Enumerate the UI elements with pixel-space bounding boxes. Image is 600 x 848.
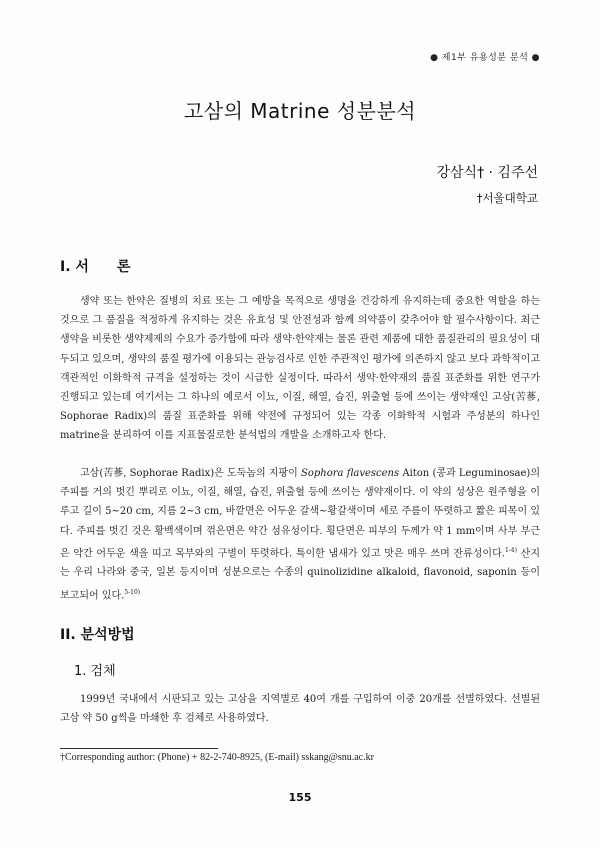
paragraph-intro-1: 생약 또는 한약은 질병의 치료 또는 그 예방을 목적으로 생명을 건강하게 유지하는데 중요한 역할을 하는 것으로 그 품질을 적정하게 유지하는 것은 유효성 및 안전성과 함께 의약품이 갖추어야 할 필수사항이다. 최근 생약을 비롯한 생약제제의 수요가 증가함에 따라 생약·한약재는 물론 관련 제품에 대한 품질관리의 필요성이 대두되고 있으며, 생약의 품질 평가에 이용되는 관능검사로 인한 주관적인 평가에 의존하지 않고 보다 과학적이고 객관적인 이화학적 규격을 설정하는 것이 시급한 실정이다. 따라서 생약·한약재의 품질 표준화를 위한 연구가 진행되고 있는데 여기서는 그 하나의 예로서 이뇨, 이질, 해열, 습진, 위출혈 등에 쓰이는 생약재인 고삼(苦蔘, Sophorae Radix)의 품질 표준화를 위해 약전에 규정되어 있는 각종 이화학적 시험과 주성분의 하나인 matrine을 분리하여 이를 지표물질로한 분석법의 개발을 소개하고자 한다. xyxy=(60,296,540,442)
paragraph-intro-2 xyxy=(60,464,540,605)
running-header: ● 제1부 유용성분 분석 ● xyxy=(430,53,540,63)
citation-superscript: 5-10) xyxy=(124,588,141,596)
paragraph-text: 고삼(苦蔘, Sophorae Radix)은 도둑놈의 지팡이 xyxy=(80,468,302,479)
citation-superscript: 1-4) xyxy=(504,546,517,554)
footnote-rule xyxy=(60,748,218,749)
author-affiliation: †서울대학교 xyxy=(476,191,538,205)
page-number: 155 xyxy=(288,791,312,804)
paragraph-sample: 1999년 국내에서 시판되고 있는 고삼을 지역별로 40여 개를 구입하여 이중 20개를 선별하였다. 선별된 고삼 약 50 g씩을 마쇄한 후 검체로 사용하였다. xyxy=(60,694,540,725)
page-title: 고삼의 Matrine 성분분석 xyxy=(183,99,417,123)
paragraph-text: Aiton (콩과 Leguminosae)의 주피를 거의 벗긴 뿌리로 이뇨, 이질, 해열, 습진, 위출혈 등에 쓰이는 생약재이다. 이 약의 성상은 원주형을 이루고 길이 5~20 cm, 지름 2~3 cm, 바깥면은 어두운 갈색~황갈색이며 세로 주름이 뚜렷하고 짧은 피목이 있다. 주피를 벗긴 것은 황백색이며 꺾은면은 약간 섬유성이다. 횡단면은 피부의 두께가 약 1 mm이며 사부 부근은 약간 어두운 색을 띠고 목부와의 구별이 뚜렷하다. 특이한 냄새가 있고 맛은 매우 쓰며 잔류성이다. xyxy=(60,468,540,560)
corresponding-author-footnote: †Corresponding author: (Phone) + 82-2-740-8925, (E-mail) sskang@snu.ac.kr xyxy=(60,752,374,763)
subsection-heading-sample: 1. 검체 xyxy=(74,664,116,679)
species-name: Sophora flavescens xyxy=(301,468,400,479)
paragraph-text: 산지는 우리 나라와 중국, 일본 등지이며 성분으로는 수종의 quinolizidine alkaloid, flavonoid, saponin 등이 보고되어 있다. xyxy=(60,548,540,601)
section-heading-introduction: I. 서 론 xyxy=(60,259,131,275)
section-heading-methods: II. 분석방법 xyxy=(60,627,135,643)
author-names: 강삼식† · 김주선 xyxy=(436,165,538,181)
